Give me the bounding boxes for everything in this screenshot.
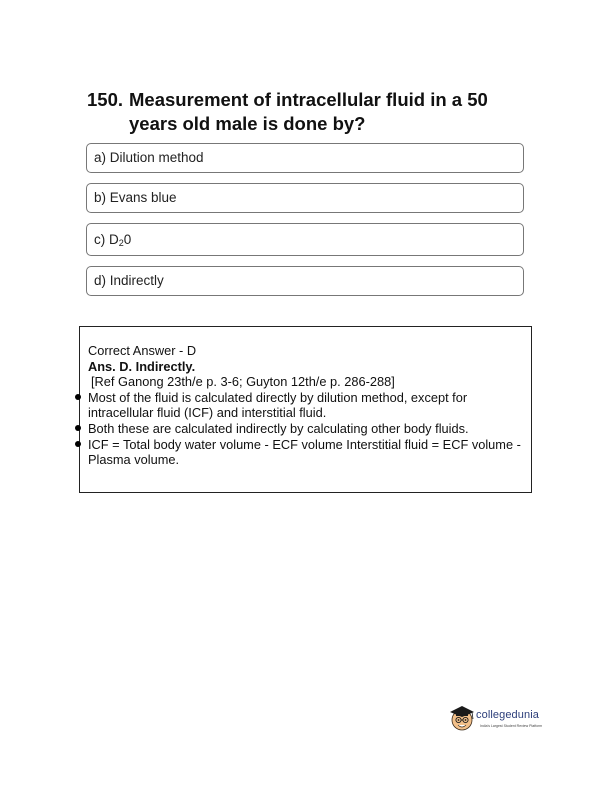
bullet-icon xyxy=(75,425,81,431)
option-d-label: d) Indirectly xyxy=(94,273,164,288)
mascot-icon xyxy=(449,703,475,733)
bullet-icon xyxy=(75,441,81,447)
bullet-icon xyxy=(75,394,81,400)
question-number: 150. xyxy=(87,89,124,110)
answer-bullet xyxy=(88,421,528,437)
collegedunia-logo xyxy=(449,703,549,743)
option-a[interactable] xyxy=(86,143,524,173)
answer-bullet-text: Most of the fluid is calculated directly by dilution method, except for intracellular fluid (ICF) and interstitial fluid. xyxy=(88,389,468,421)
option-c-subscript: 2 xyxy=(118,238,124,248)
correct-answer-label: Correct Answer - D xyxy=(88,343,197,358)
logo-name: collegedunia xyxy=(476,709,539,721)
option-b[interactable] xyxy=(86,183,524,213)
option-a-label: a) Dilution method xyxy=(94,150,204,165)
logo-tagline: India's Largest Student Review Platform xyxy=(480,724,543,728)
question-text-line2: years old male is done by? xyxy=(129,113,366,134)
option-c-prefix: c) D xyxy=(94,232,119,247)
option-d[interactable] xyxy=(86,266,524,296)
question xyxy=(87,88,537,136)
answer-bullet-text: Both these are calculated indirectly by calculating other body fluids. xyxy=(88,420,469,436)
answer-explanation xyxy=(88,343,528,468)
answer-bullet xyxy=(88,437,528,468)
option-b-label: b) Evans blue xyxy=(94,190,177,205)
answer-title: Ans. D. Indirectly. xyxy=(88,358,196,374)
answer-bullet-text: ICF = Total body water volume - ECF volume Interstitial fluid = ECF volume - Plasma volume. xyxy=(88,436,521,468)
option-c[interactable] xyxy=(86,223,524,256)
question-text-line1: Measurement of intracellular fluid in a 50 xyxy=(129,89,488,110)
option-c-suffix: 0 xyxy=(123,232,132,247)
answer-bullet xyxy=(88,390,528,421)
answer-reference: [Ref Ganong 23th/e p. 3-6; Guyton 12th/e p. 286-288] xyxy=(91,374,395,390)
